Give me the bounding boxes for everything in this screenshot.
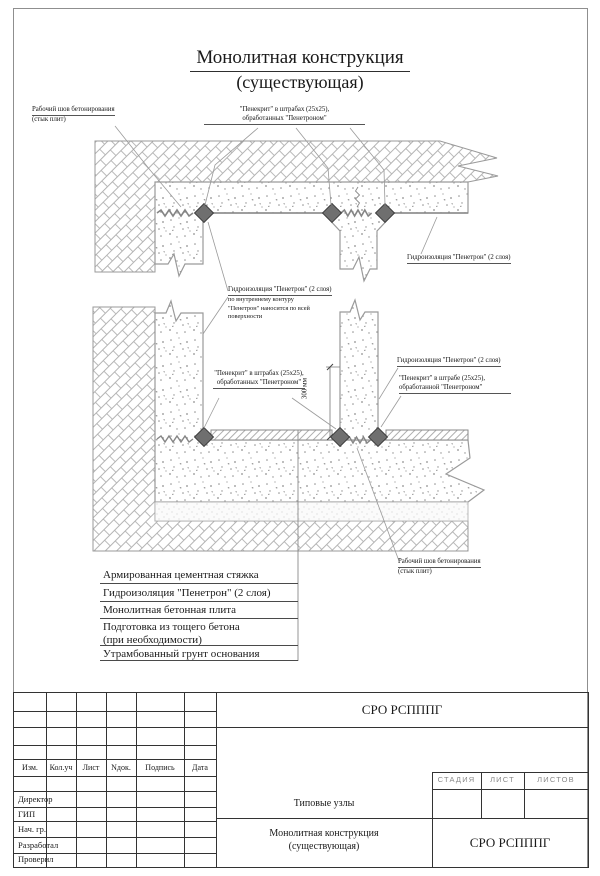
dimension-300mm-text: 300 мм xyxy=(300,377,309,400)
lean-concrete-layer xyxy=(155,502,468,521)
label-text: "Пенекрит" в штрабах (25х25), xyxy=(214,370,304,377)
label-text: Гидроизоляция "Пенетрон" (2 слоя) xyxy=(407,254,511,264)
legend-text: Подготовка из тощего бетона xyxy=(103,621,240,633)
stage-header-list: ЛИСТ xyxy=(490,775,515,784)
titleblock-line xyxy=(76,693,77,867)
role-director: Директор xyxy=(18,794,53,804)
document-name: Типовые узлы xyxy=(293,798,355,809)
label-hydro-bottom-right xyxy=(397,357,501,367)
titleblock-line xyxy=(432,789,588,790)
legend-item-hydro xyxy=(100,587,298,602)
label-text: (стык плит) xyxy=(32,116,66,123)
titleblock-line xyxy=(14,837,216,838)
drawing-title-line2: (существующая) xyxy=(236,71,364,92)
label-text: обработанной "Пенетроном" xyxy=(399,383,483,391)
titleblock-line xyxy=(14,821,216,822)
col-header-koluch: Кол.уч xyxy=(49,763,73,772)
label-text: Рабочий шов бетонирования xyxy=(32,106,115,116)
title-block xyxy=(13,692,589,868)
label-text: "Пенетрон" наносится по всей xyxy=(228,304,310,312)
stage-header-stadia: СТАДИЯ xyxy=(437,775,476,784)
titleblock-line xyxy=(106,693,107,867)
titleblock-line xyxy=(432,772,588,773)
label-hydro-top-right xyxy=(407,254,511,264)
sheet-name xyxy=(216,818,432,867)
stage-header-listov: ЛИСТОВ xyxy=(537,775,575,784)
bottom-detail xyxy=(93,300,484,551)
label-text: обработанных "Пенетроном" xyxy=(242,114,327,122)
label-text: "Пенекрит" в штрабе (25х25), xyxy=(399,375,486,382)
concrete-slab-top xyxy=(155,182,468,281)
role-gip: ГИП xyxy=(18,809,36,819)
label-work-joint-top xyxy=(32,106,115,125)
drawing-title-line1: Монолитная конструкция xyxy=(190,47,409,72)
col-header-ndok: Nдок. xyxy=(111,763,131,772)
legend-item-soil xyxy=(100,648,298,661)
label-text: Гидроизоляция "Пенетрон" (2 слоя) xyxy=(228,286,332,296)
label-penekrit-slabs xyxy=(204,106,365,125)
col-header-izm: Изм. xyxy=(22,763,38,772)
label-text: обработанных "Пенетроном" xyxy=(216,378,302,386)
titleblock-line xyxy=(136,693,137,867)
dimension-300mm xyxy=(326,364,340,440)
screed-strip-right xyxy=(386,430,468,440)
role-razrabotal: Разработал xyxy=(18,840,59,850)
label-hydro-mid xyxy=(228,286,332,322)
role-proveril: Проверил xyxy=(18,854,54,864)
legend-item-lean-concrete xyxy=(100,621,298,646)
col-header-list: Лист xyxy=(82,763,100,772)
titleblock-line xyxy=(14,807,216,808)
label-work-joint-bottom xyxy=(398,558,481,577)
label-text: по внутреннему контуру xyxy=(228,296,294,303)
titleblock-line xyxy=(14,727,588,728)
legend-item-screed xyxy=(100,569,298,584)
legend-text: Монолитная бетонная плита xyxy=(103,604,237,616)
drawing-title xyxy=(0,47,600,93)
col-header-podpis: Подпись xyxy=(145,763,175,772)
titleblock-line xyxy=(184,693,185,867)
role-nach-gr: Нач. гр. xyxy=(18,824,46,834)
legend-text: Утрамбованный грунт основания xyxy=(103,648,260,660)
legend-text: Армированная цементная стяжка xyxy=(103,569,259,581)
label-penekrit-floor xyxy=(213,370,305,389)
sheet-name-line1: Монолитная конструкция xyxy=(269,828,379,839)
concrete-wall-slab xyxy=(155,301,484,502)
legend-text: Гидроизоляция "Пенетрон" (2 слоя) xyxy=(103,587,271,599)
org-name-top: СРО РСПППГ xyxy=(361,702,443,717)
label-text: "Пенекрит" в штрабах (25х25), xyxy=(239,106,330,113)
label-text: (стык плит) xyxy=(398,568,432,575)
legend-text: (при необходимости) xyxy=(103,633,202,646)
sheet-name-line2: (существующая) xyxy=(288,841,360,852)
titleblock-line xyxy=(14,745,216,746)
label-text: Гидроизоляция "Пенетрон" (2 слоя) xyxy=(397,357,501,367)
legend-item-slab xyxy=(100,604,298,619)
titleblock-line xyxy=(14,791,216,792)
label-text: поверхности xyxy=(228,313,263,320)
label-text: Рабочий шов бетонирования xyxy=(398,558,481,568)
titleblock-line xyxy=(14,711,216,712)
col-header-data: Дата xyxy=(192,763,208,772)
titleblock-line xyxy=(14,776,216,777)
org-name-bottom: СРО РСПППГ xyxy=(469,835,551,850)
concrete-middle-wall xyxy=(340,300,378,440)
label-penekrit-wall xyxy=(399,375,511,394)
screed-strip-left xyxy=(211,430,332,440)
